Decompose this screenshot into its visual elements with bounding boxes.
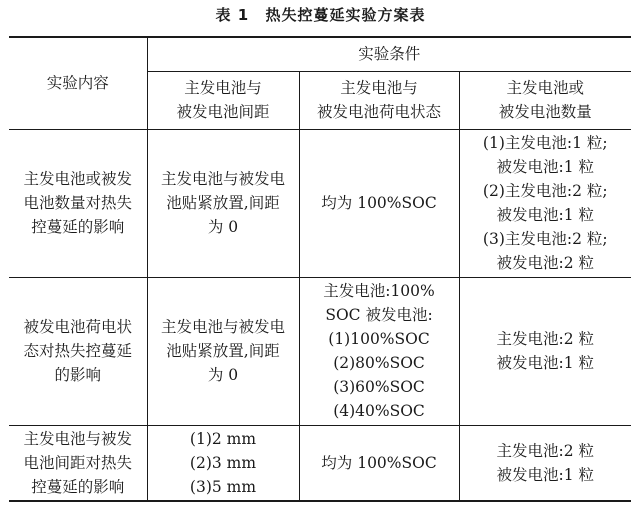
cell-content: 被发电池荷电状 态对热失控蔓延 的影响 — [9, 277, 147, 425]
header-soc: 主发电池与 被发电池荷电状态 — [299, 71, 459, 129]
cell-content: 主发电池与被发 电池间距对热失 控蔓延的影响 — [9, 425, 147, 501]
header-count: 主发电池或 被发电池数量 — [459, 71, 631, 129]
header-conditions: 实验条件 — [147, 37, 631, 71]
table-row — [9, 425, 631, 501]
table-caption — [0, 4, 641, 25]
cell-soc: 主发电池:100% SOC 被发电池: (1)100%SOC (2)80%SOC (3)60%SOC (4)40%SOC — [299, 277, 459, 425]
table-number: 表 1 — [215, 6, 250, 24]
cell-spacing: 主发电池与被发电 池贴紧放置,间距 为 0 — [147, 129, 299, 277]
cell-count: 主发电池:2 粒 被发电池:1 粒 — [459, 277, 631, 425]
cell-spacing: 主发电池与被发电 池贴紧放置,间距 为 0 — [147, 277, 299, 425]
cell-soc: 均为 100%SOC — [299, 425, 459, 501]
table-title: 热失控蔓延实验方案表 — [265, 6, 426, 24]
header-spacing: 主发电池与 被发电池间距 — [147, 71, 299, 129]
cell-count: 主发电池:2 粒 被发电池:1 粒 — [459, 425, 631, 501]
header-content: 实验内容 — [9, 37, 147, 129]
cell-count: (1)主发电池:1 粒; 被发电池:1 粒 (2)主发电池:2 粒; 被发电池:1 粒 (3)主发电池:2 粒; 被发电池:2 粒 — [459, 129, 631, 277]
table-row — [9, 129, 631, 277]
cell-spacing: (1)2 mm (2)3 mm (3)5 mm — [147, 425, 299, 501]
header-row-1 — [9, 37, 631, 71]
table-row — [9, 277, 631, 425]
cell-soc: 均为 100%SOC — [299, 129, 459, 277]
cell-content: 主发电池或被发 电池数量对热失 控蔓延的影响 — [9, 129, 147, 277]
experiment-plan-table — [9, 36, 631, 502]
